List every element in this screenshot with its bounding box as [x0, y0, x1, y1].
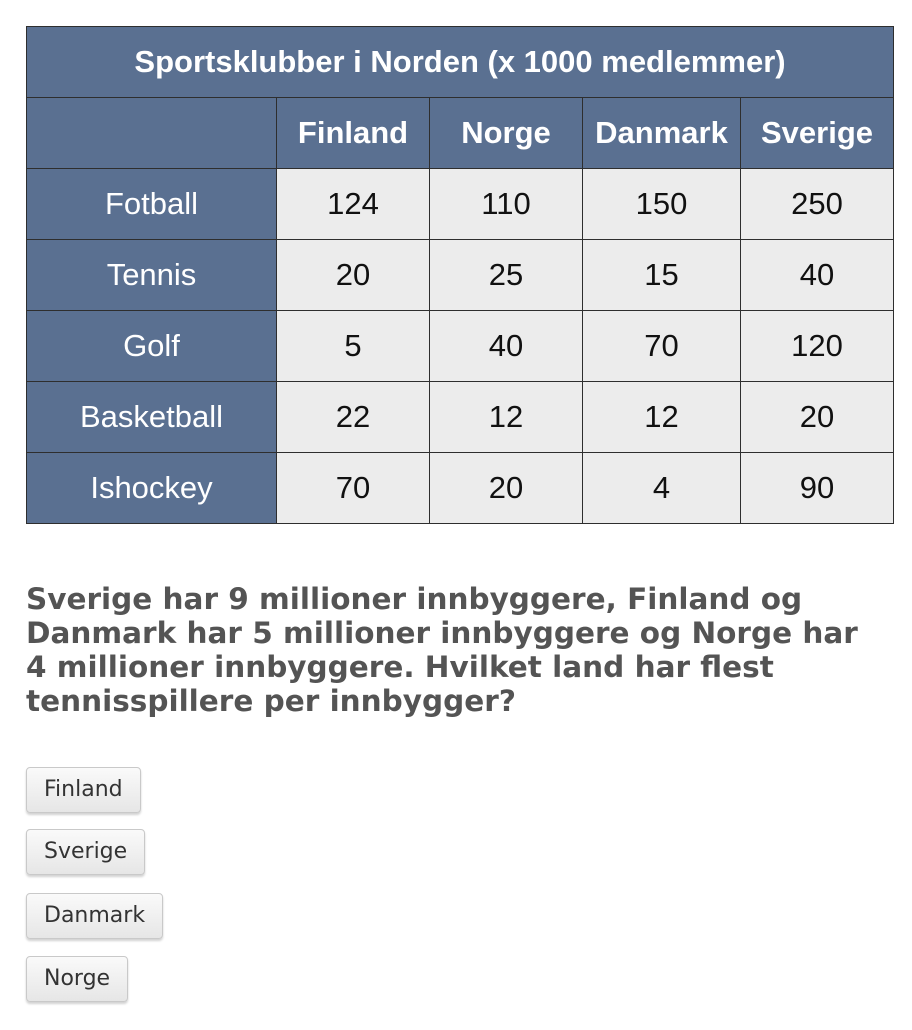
row-header-basketball: Basketball — [27, 382, 277, 453]
table-row — [27, 453, 894, 524]
table-cell: 40 — [741, 240, 894, 311]
table-cell: 40 — [430, 311, 583, 382]
table-cell: 70 — [277, 453, 430, 524]
table-row — [27, 240, 894, 311]
table-cell: 22 — [277, 382, 430, 453]
row-header-fotball: Fotball — [27, 169, 277, 240]
table-cell: 5 — [277, 311, 430, 382]
question-text: Sverige har 9 millioner innbyggere, Finland og Danmark har 5 millioner innbyggere og Norge har 4 millioner innbyggere. Hvilket land har flest tennisspillere per innbygger? — [26, 582, 858, 718]
table-cell: 12 — [583, 382, 741, 453]
table-cell: 20 — [277, 240, 430, 311]
table-title-row — [27, 27, 894, 98]
table-cell: 20 — [430, 453, 583, 524]
table-cell: 15 — [583, 240, 741, 311]
table-title: Sportsklubber i Norden (x 1000 medlemmer) — [27, 27, 894, 98]
table-row — [27, 169, 894, 240]
column-header-danmark: Danmark — [583, 98, 741, 169]
table-cell: 124 — [277, 169, 430, 240]
table-cell: 150 — [583, 169, 741, 240]
sports-clubs-table — [26, 26, 894, 524]
table-cell: 70 — [583, 311, 741, 382]
answer-button-sverige[interactable]: Sverige — [26, 829, 145, 875]
answer-button-norge[interactable]: Norge — [26, 956, 128, 1002]
table-cell: 110 — [430, 169, 583, 240]
table-cell: 20 — [741, 382, 894, 453]
column-header-norge: Norge — [430, 98, 583, 169]
table-cell: 4 — [583, 453, 741, 524]
table-cell: 25 — [430, 240, 583, 311]
column-header-finland: Finland — [277, 98, 430, 169]
table-corner-cell — [27, 98, 277, 169]
table-cell: 12 — [430, 382, 583, 453]
row-header-tennis: Tennis — [27, 240, 277, 311]
column-header-sverige: Sverige — [741, 98, 894, 169]
row-header-ishockey: Ishockey — [27, 453, 277, 524]
table-row — [27, 311, 894, 382]
table-header-row — [27, 98, 894, 169]
table-cell: 120 — [741, 311, 894, 382]
answer-button-danmark[interactable]: Danmark — [26, 893, 163, 939]
table-cell: 90 — [741, 453, 894, 524]
row-header-golf: Golf — [27, 311, 277, 382]
table-row — [27, 382, 894, 453]
table-cell: 250 — [741, 169, 894, 240]
answer-button-finland[interactable]: Finland — [26, 767, 141, 813]
